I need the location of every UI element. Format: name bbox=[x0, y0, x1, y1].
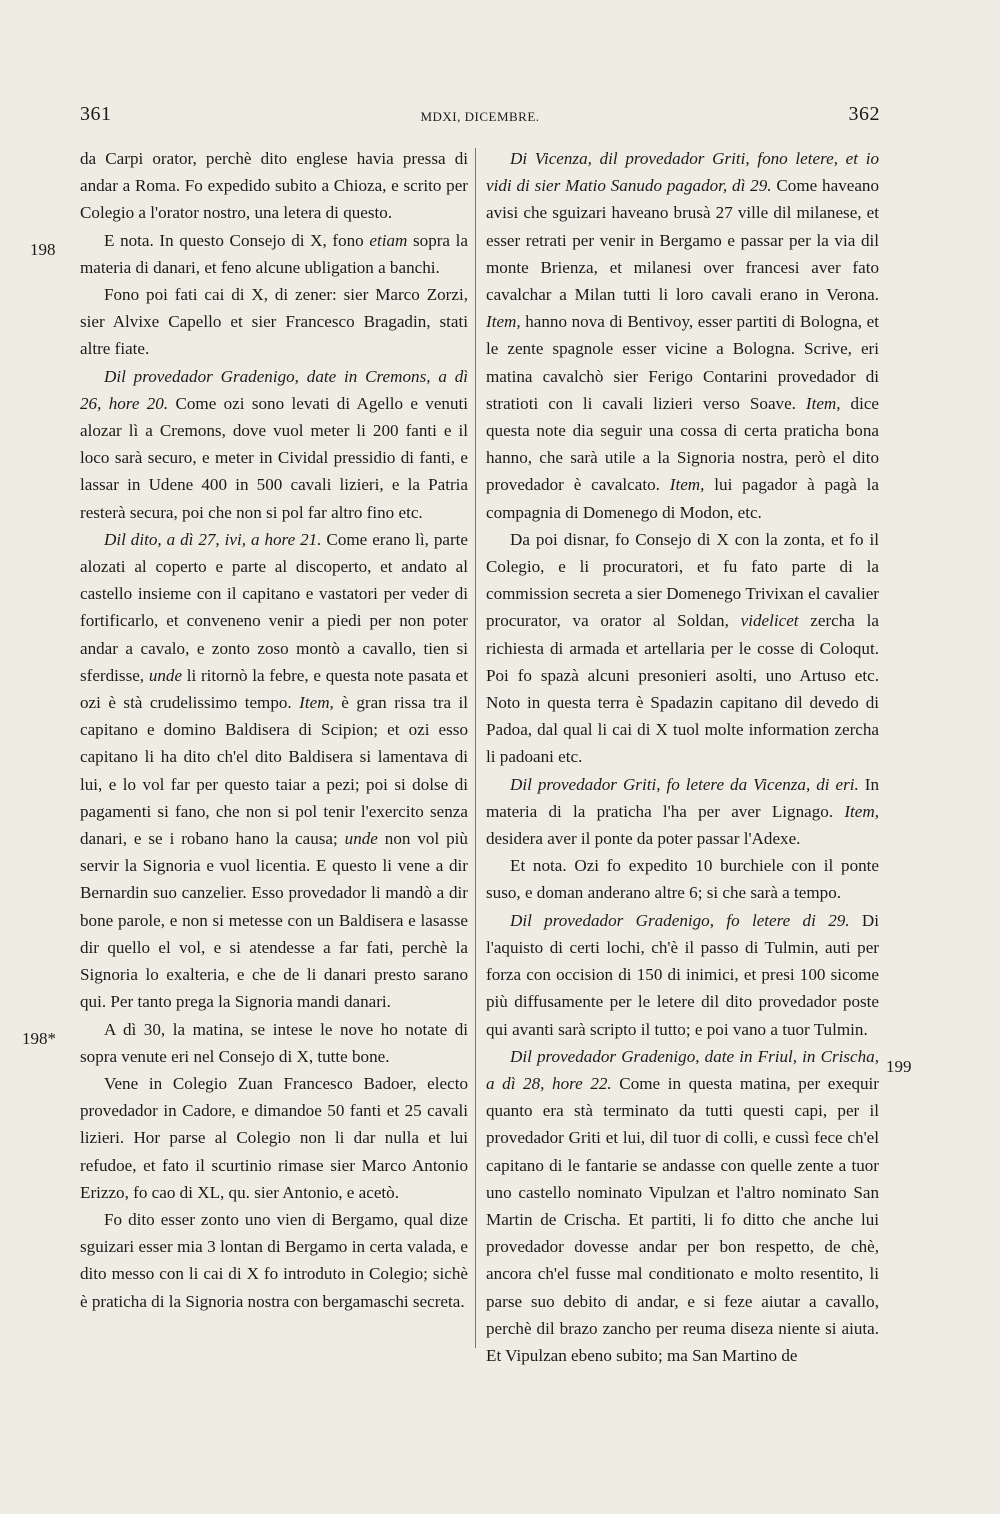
running-title: MDXI, DICEMBRE. bbox=[420, 109, 540, 124]
margin-note: 198* bbox=[22, 1029, 56, 1048]
margin-note: 198 bbox=[30, 240, 56, 259]
paragraph: Fono poi fati cai di X, di zener: sier Marco Zorzi, sier Alvixe Capello et sier Francesco Bragadin, stati altre fiate. bbox=[80, 285, 468, 359]
margin-note: 199 bbox=[886, 1057, 912, 1076]
paragraph: da Carpi orator, perchè dito englese havia pressa di andar a Roma. Fo expedido subito a Chioza, e scrito per Colegio a l'orator nostro, una letera di questo. bbox=[80, 149, 468, 223]
right-page-number: 362 bbox=[848, 103, 880, 125]
paragraph: Da poi disnar, fo Consejo di X con la zonta, et fo il Colegio, e li procuratori, et fu fato parte di la commission secreta a sier Domenego Trivixan el cavalier procurator, va orator al Soldan, videlicet zercha la richiesta di armada et artellaria per le cosse di Coloqut. Poi fo spazà alcuni presonieri asolti, uno Artuso etc. Noto in questa terra è Spadazin capitano dil devedo di Padoa, dal qual li cai di X tuol molte information zercha li padoani etc. bbox=[486, 529, 879, 767]
paragraph: Dil provedador Gradenigo, fo letere di 29. Di l'aquisto di certi lochi, ch'è il passo di Tulmin, auti per forza con occision di 150 di inimici, et presi 100 sicome più diffusamente per le letere dil dito provedador poste qui avanti sarà scripto il tutto; e poi vano a tuor Tulmin. bbox=[486, 910, 879, 1039]
left-column bbox=[80, 145, 468, 1315]
paragraph: Vene in Colegio Zuan Francesco Badoer, electo provedador in Cadore, e dimandoe 50 fanti et 25 cavali lizieri. Hor parse al Colegio non li dar nulla et lui refudoe, et fato il scurtinio rimase sier Marco Antonio Erizzo, fo cao di XL, qu. sier Antonio, e acetò. bbox=[80, 1073, 468, 1202]
paragraph: Fo dito esser zonto uno vien di Bergamo, qual dize sguizari esser mia 3 lontan di Bergamo in certa valada, e dito messo con li cai di X fo introduto in Colegio; sichè è praticha di la Signoria nostra con bergamaschi secreta. bbox=[80, 1209, 468, 1311]
right-column bbox=[486, 145, 879, 1369]
running-header bbox=[80, 103, 880, 133]
paragraph: Dil dito, a dì 27, ivi, a hore 21. Come erano lì, parte alozati al coperto e parte al discoperto, et andato al castello insieme con il capitano e vastatori per veder di fortificarlo, et conveneno venir a piedi per non poter andar a cavalo, e zonto zoso montò a cavallo, tien si sferdisse, unde li ritornò la febre, e questa note pasata et ozi è stà crudelissimo tempo. Item, è gran rissa tra il capitano e domino Baldisera di Scipion; et ozi esso capitano li ha dito ch'el dito Baldisera si lamentava di lui, e lo vol far per questo taiar a pezi; poi si dolse di pagamenti si fano, che non si pol tenir l'exercito senza danari, e se i robano hano la causa; unde non vol più servir la Signoria e vuol licentia. E questo li vene a dir Bernardin suo canzelier. Esso provedador li mandò a dir bone parole, e non si metesse con un Baldisera e lasasse dir quello el vol, e si atendesse a far fati, perchè la Signoria lo exalteria, e che de li danari presto sarano qui. Per tanto prega la Signoria mandi danari. bbox=[80, 529, 469, 1012]
paragraph: Dil provedador Gradenigo, date in Friul, in Crischa, a dì 28, hore 22. Come in questa matina, per exequir quanto era stà terminato da tutti questi capi, per il provedador Griti et lui, dil tuor di colli, e cussì fece ch'el capitano di le fantarie se andasse con quelle zente a tuor uno castello nominato Vipulzan et l'altro nominato San Martin de Crischa. Et partiti, li fo ditto che anche lui provedador dovesse andar per bon respetto, de chè, ancora ch'el fusse mal conditionato e molto resentito, li parse suo debito di andar, e si feze aiutar a cavallo, perchè dil brazo zancho per reuma diseza niente si aiuta. Et Vipulzan ebeno subito; ma San Martino de bbox=[486, 1046, 879, 1365]
paragraph: E nota. In questo Consejo di X, fono etiam sopra la materia di danari, et feno alcune ubligation a banchi. bbox=[80, 230, 468, 277]
paragraph: Dil provedador Gradenigo, date in Cremons, a dì 26, hore 20. Come ozi sono levati di Agello e venuti alozar lì a Cremons, dove vuol meter li 200 fanti e il loco sarà securo, e meter in Cividal pressidio di fanti, e lassar in Udene 400 in 500 cavali lizieri, e la Patria resterà secura, poi che non si pol far altro fino etc. bbox=[80, 366, 469, 522]
paragraph: A dì 30, la matina, se intese le nove ho notate di sopra venute eri nel Consejo di X, tutte bone. bbox=[80, 1019, 468, 1066]
left-page-number: 361 bbox=[80, 103, 112, 125]
paragraph: Et nota. Ozi fo expedito 10 burchiele con il ponte suso, e doman anderano altre 6; si che sarà a tempo. bbox=[486, 856, 879, 903]
paragraph: Di Vicenza, dil provedador Griti, fono letere, et io vidi di sier Matio Sanudo pagador, dì 29. Come haveano avisi che sguizari haveano brusà 27 ville dil milanese, et esser retrati per venir in Bergamo e passar per la via dil monte Brienza, et milanesi over francesi aver fato cavalchar a Milan tutti li loro cavali erano in Verona. Item, hanno nova di Bentivoy, esser partiti di Bologna, et le zente spagnole esser vicine a Bologna. Scrive, eri matina cavalchò sier Ferigo Contarini provedador di stratioti con li cavali lizieri verso Soave. Item, dice questa note dia seguir una cossa di certa praticha bona hanno, che sarà utile a la Signoria nostra, però el dito provedador è cavalcato. Item, lui pagador à pagà la compagnia di Domenego di Modon, etc. bbox=[486, 149, 880, 522]
paragraph: Dil provedador Griti, fo letere da Vicenza, di eri. In materia di la praticha l'ha per aver Lignago. Item, desidera aver il ponte da poter passar l'Adexe. bbox=[486, 774, 879, 849]
column-divider bbox=[475, 148, 476, 1348]
